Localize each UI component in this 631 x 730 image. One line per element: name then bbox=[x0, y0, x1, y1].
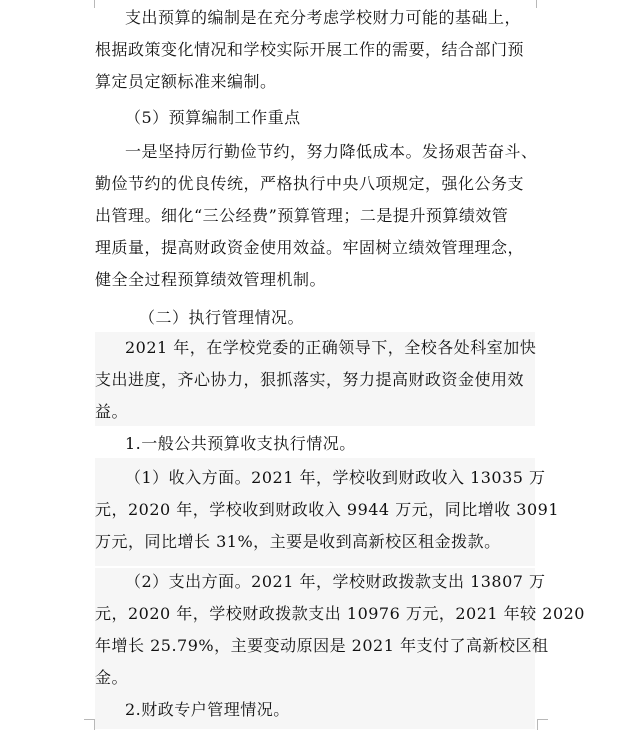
text-line: （2）支出方面。2021 年，学校财政拨款支出 13807 万 bbox=[125, 572, 546, 591]
crop-mark bbox=[84, 719, 95, 730]
paragraph-execution-summary bbox=[95, 332, 535, 428]
paragraph-expenditure bbox=[95, 566, 585, 694]
text-line: 2021 年，在学校党委的正确领导下，全校各处科室加快 bbox=[125, 338, 537, 357]
text-line: （1）收入方面。2021 年，学校收到财政收入 13035 万 bbox=[125, 468, 546, 487]
heading-text: 2.财政专户管理情况。 bbox=[125, 700, 290, 719]
text-line: 金。 bbox=[95, 668, 129, 687]
paragraph-budget-basis bbox=[95, 2, 535, 98]
paragraph-budget-focus bbox=[95, 136, 538, 296]
heading-execution bbox=[95, 302, 535, 334]
heading-budget-focus bbox=[95, 102, 535, 134]
text-line: 益。 bbox=[95, 402, 129, 421]
crop-mark bbox=[536, 0, 537, 8]
text-line: 元，2020 年，学校收到财政收入 9944 万元，同比增收 3091 bbox=[95, 500, 560, 519]
text-line: 理质量，提高财政资金使用效益。牢固树立绩效管理理念， bbox=[95, 238, 525, 257]
text-line: 勤俭节约的优良传统，严格执行中央八项规定，强化公务支 bbox=[95, 174, 525, 193]
heading-public-budget bbox=[95, 428, 535, 460]
heading-text: （5）预算编制工作重点 bbox=[125, 108, 301, 127]
text-line: 支出预算的编制是在充分考虑学校财力可能的基础上， bbox=[125, 8, 522, 27]
text-line: 一是坚持厉行勤俭节约，努力降低成本。发扬艰苦奋斗、 bbox=[125, 142, 538, 161]
text-line: 健全全过程预算绩效管理机制。 bbox=[95, 270, 327, 289]
heading-special-account bbox=[95, 694, 535, 726]
text-line: 支出进度，齐心协力，狠抓落实，努力提高财政资金使用效 bbox=[95, 370, 525, 389]
heading-text: （二）执行管理情况。 bbox=[139, 308, 305, 327]
paragraph-income bbox=[95, 462, 560, 558]
text-line: 根据政策变化情况和学校实际开展工作的需要，结合部门预 bbox=[95, 40, 525, 59]
text-line: 万元，同比增长 31%，主要是收到高新校区租金拨款。 bbox=[95, 532, 501, 551]
text-line: 出管理。细化“三公经费”预算管理；二是提升预算绩效管 bbox=[95, 206, 509, 225]
text-line: 年增长 25.79%，主要变动原因是 2021 年支付了高新校区租 bbox=[95, 636, 549, 655]
heading-text: 1.一般公共预算收支执行情况。 bbox=[125, 434, 356, 453]
crop-mark bbox=[537, 719, 548, 730]
text-line: 元，2020 年，学校财政拨款支出 10976 万元，2021 年较 2020 bbox=[95, 604, 585, 623]
text-line: 算定员定额标准来编制。 bbox=[95, 72, 277, 91]
